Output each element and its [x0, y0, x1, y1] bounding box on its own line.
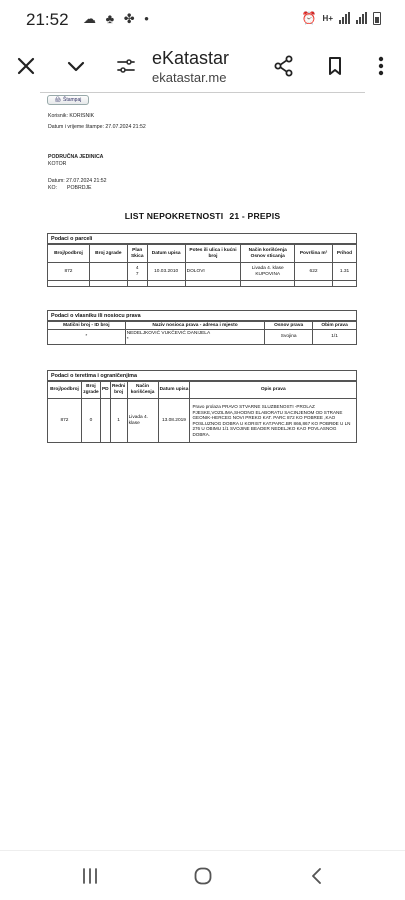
table-cell: 872 — [48, 399, 82, 443]
divider — [40, 92, 365, 93]
print-button[interactable] — [47, 95, 89, 105]
parcels-header: Broj/podbroj — [48, 245, 90, 263]
table-cell: 13.08.2019 — [158, 399, 190, 443]
back-icon[interactable] — [297, 863, 337, 889]
signal-icon-2 — [356, 12, 367, 24]
table-cell: 1.31 — [332, 263, 356, 281]
table-row — [48, 330, 357, 345]
system-navigation-bar — [0, 850, 405, 900]
ko-label: KO: — [48, 185, 57, 191]
table-cell: Pravo prolaza PRAVO STVARNE SLUZBENOSTI -PROLAZ PJESKE,VOZILIMA,SHODNO ELABORATU SACINJENOM OD STRANE GEONIK-HERCEG NOVI PREKO KAT. PARC 872 KO POBREE ,KAO POSLUZNOG DOBRA U KORIST KAT.PARC.BR 866,867 KO POBRĐE U LN 276 U OBIMU 1/1 SVOJINE BEADER NEDELJKO KAO POVLASNOG DOBRA. — [190, 399, 357, 443]
parcels-header: Površina m² — [295, 245, 333, 263]
table-cell: 872 — [48, 263, 90, 281]
burdens-header: Broj/podbroj — [48, 382, 82, 399]
print-button-label: Štampaj — [63, 97, 82, 103]
status-right-icons — [302, 11, 381, 25]
page-url: ekatastar.me — [152, 70, 227, 85]
more-options-icon[interactable] — [361, 46, 401, 86]
burdens-table — [47, 381, 357, 443]
burdens-header: Redni broj — [110, 382, 127, 399]
table-cell: 10.03.2010 — [147, 263, 185, 281]
table-row — [48, 263, 357, 281]
page-title: eKatastar — [152, 48, 230, 68]
owners-table — [47, 321, 357, 345]
document-title-number: 21 - PREPIS — [229, 211, 281, 221]
table-cell: * — [48, 330, 126, 345]
print-time-line: Datum i vrijeme štampe: 27.07.2024 21:52 — [48, 124, 146, 130]
document-view[interactable] — [0, 92, 405, 850]
unit-label: PODRUČNA JEDINICA — [48, 154, 104, 160]
table-cell: DOLOVI — [185, 263, 241, 281]
table-row — [48, 399, 357, 443]
date-line: Datum: 27.07.2024 21:52 — [48, 178, 107, 184]
recent-apps-icon[interactable] — [70, 863, 110, 889]
status-bar — [0, 0, 405, 40]
owners-header: Naziv nosioca prava - adresa i mjesto — [125, 322, 265, 330]
table-cell — [89, 263, 127, 281]
burdens-header: Broj zgrade — [81, 382, 100, 399]
bookmark-icon[interactable] — [315, 46, 355, 86]
table-cell: 1 — [110, 399, 127, 443]
parcels-header: Potes ili ulica i kućni broj — [185, 245, 241, 263]
parcels-header: Plan Skica — [127, 245, 147, 263]
site-settings-icon[interactable] — [106, 46, 146, 86]
printer-icon: 🖨 — [54, 97, 61, 103]
alarm-icon: ⏰ — [301, 11, 317, 25]
table-cell: NEDELJKOVIĆ VUKČEVIĆ DANIJELA * — [125, 330, 265, 345]
owners-header: Matični broj - ID broj — [48, 322, 126, 330]
unit-value: KOTOR — [48, 161, 67, 167]
parcels-header: Datum upisa — [147, 245, 185, 263]
ko-value: POBRDJE — [67, 185, 92, 191]
table-cell: 4 7 — [127, 263, 147, 281]
table-cell: 0 — [81, 399, 100, 443]
parcels-header: Način korišćenja Osnov sticanja — [241, 245, 295, 263]
close-icon[interactable] — [6, 46, 46, 86]
table-cell — [100, 399, 110, 443]
network-type: H+ — [322, 13, 333, 23]
table-cell: Livada 4. klase KUPOVINA — [241, 263, 295, 281]
owners-header: Osnov prava — [265, 322, 313, 330]
chevron-down-icon[interactable] — [56, 46, 96, 86]
table-cell: Livada 4. klase — [127, 399, 158, 443]
owners-heading: Podaci o vlasniku ili nosiocu prava — [47, 310, 357, 321]
parcels-header: Broj zgrade — [89, 245, 127, 263]
signal-icon — [339, 12, 350, 24]
parcels-heading: Podaci o parceli — [47, 233, 357, 244]
document-title-text: LIST NEPOKRETNOSTI — [124, 211, 224, 221]
parcels-table — [47, 244, 357, 287]
table-cell: 1/1 — [313, 330, 357, 345]
home-icon[interactable] — [183, 863, 223, 889]
battery-icon — [373, 12, 381, 25]
table-cell: Svojina — [265, 330, 313, 345]
burdens-header: PD — [100, 382, 110, 399]
owners-header: Obim prava — [313, 322, 357, 330]
burdens-heading: Podaci o teretima i ograničenjima — [47, 370, 357, 381]
browser-toolbar — [0, 40, 405, 92]
burdens-header: Način korišćenja — [127, 382, 158, 399]
document-title — [0, 211, 405, 221]
burdens-header: Datum upisa — [158, 382, 190, 399]
share-icon[interactable] — [264, 46, 304, 86]
notification-icons: ☁ ♣ ✤ • — [83, 11, 152, 26]
user-line: Korisnik: KORISNIK — [48, 113, 95, 119]
status-time: 21:52 — [26, 10, 69, 29]
parcels-header: Prihod — [332, 245, 356, 263]
burdens-header: Opis prava — [190, 382, 357, 399]
table-cell: 622 — [295, 263, 333, 281]
